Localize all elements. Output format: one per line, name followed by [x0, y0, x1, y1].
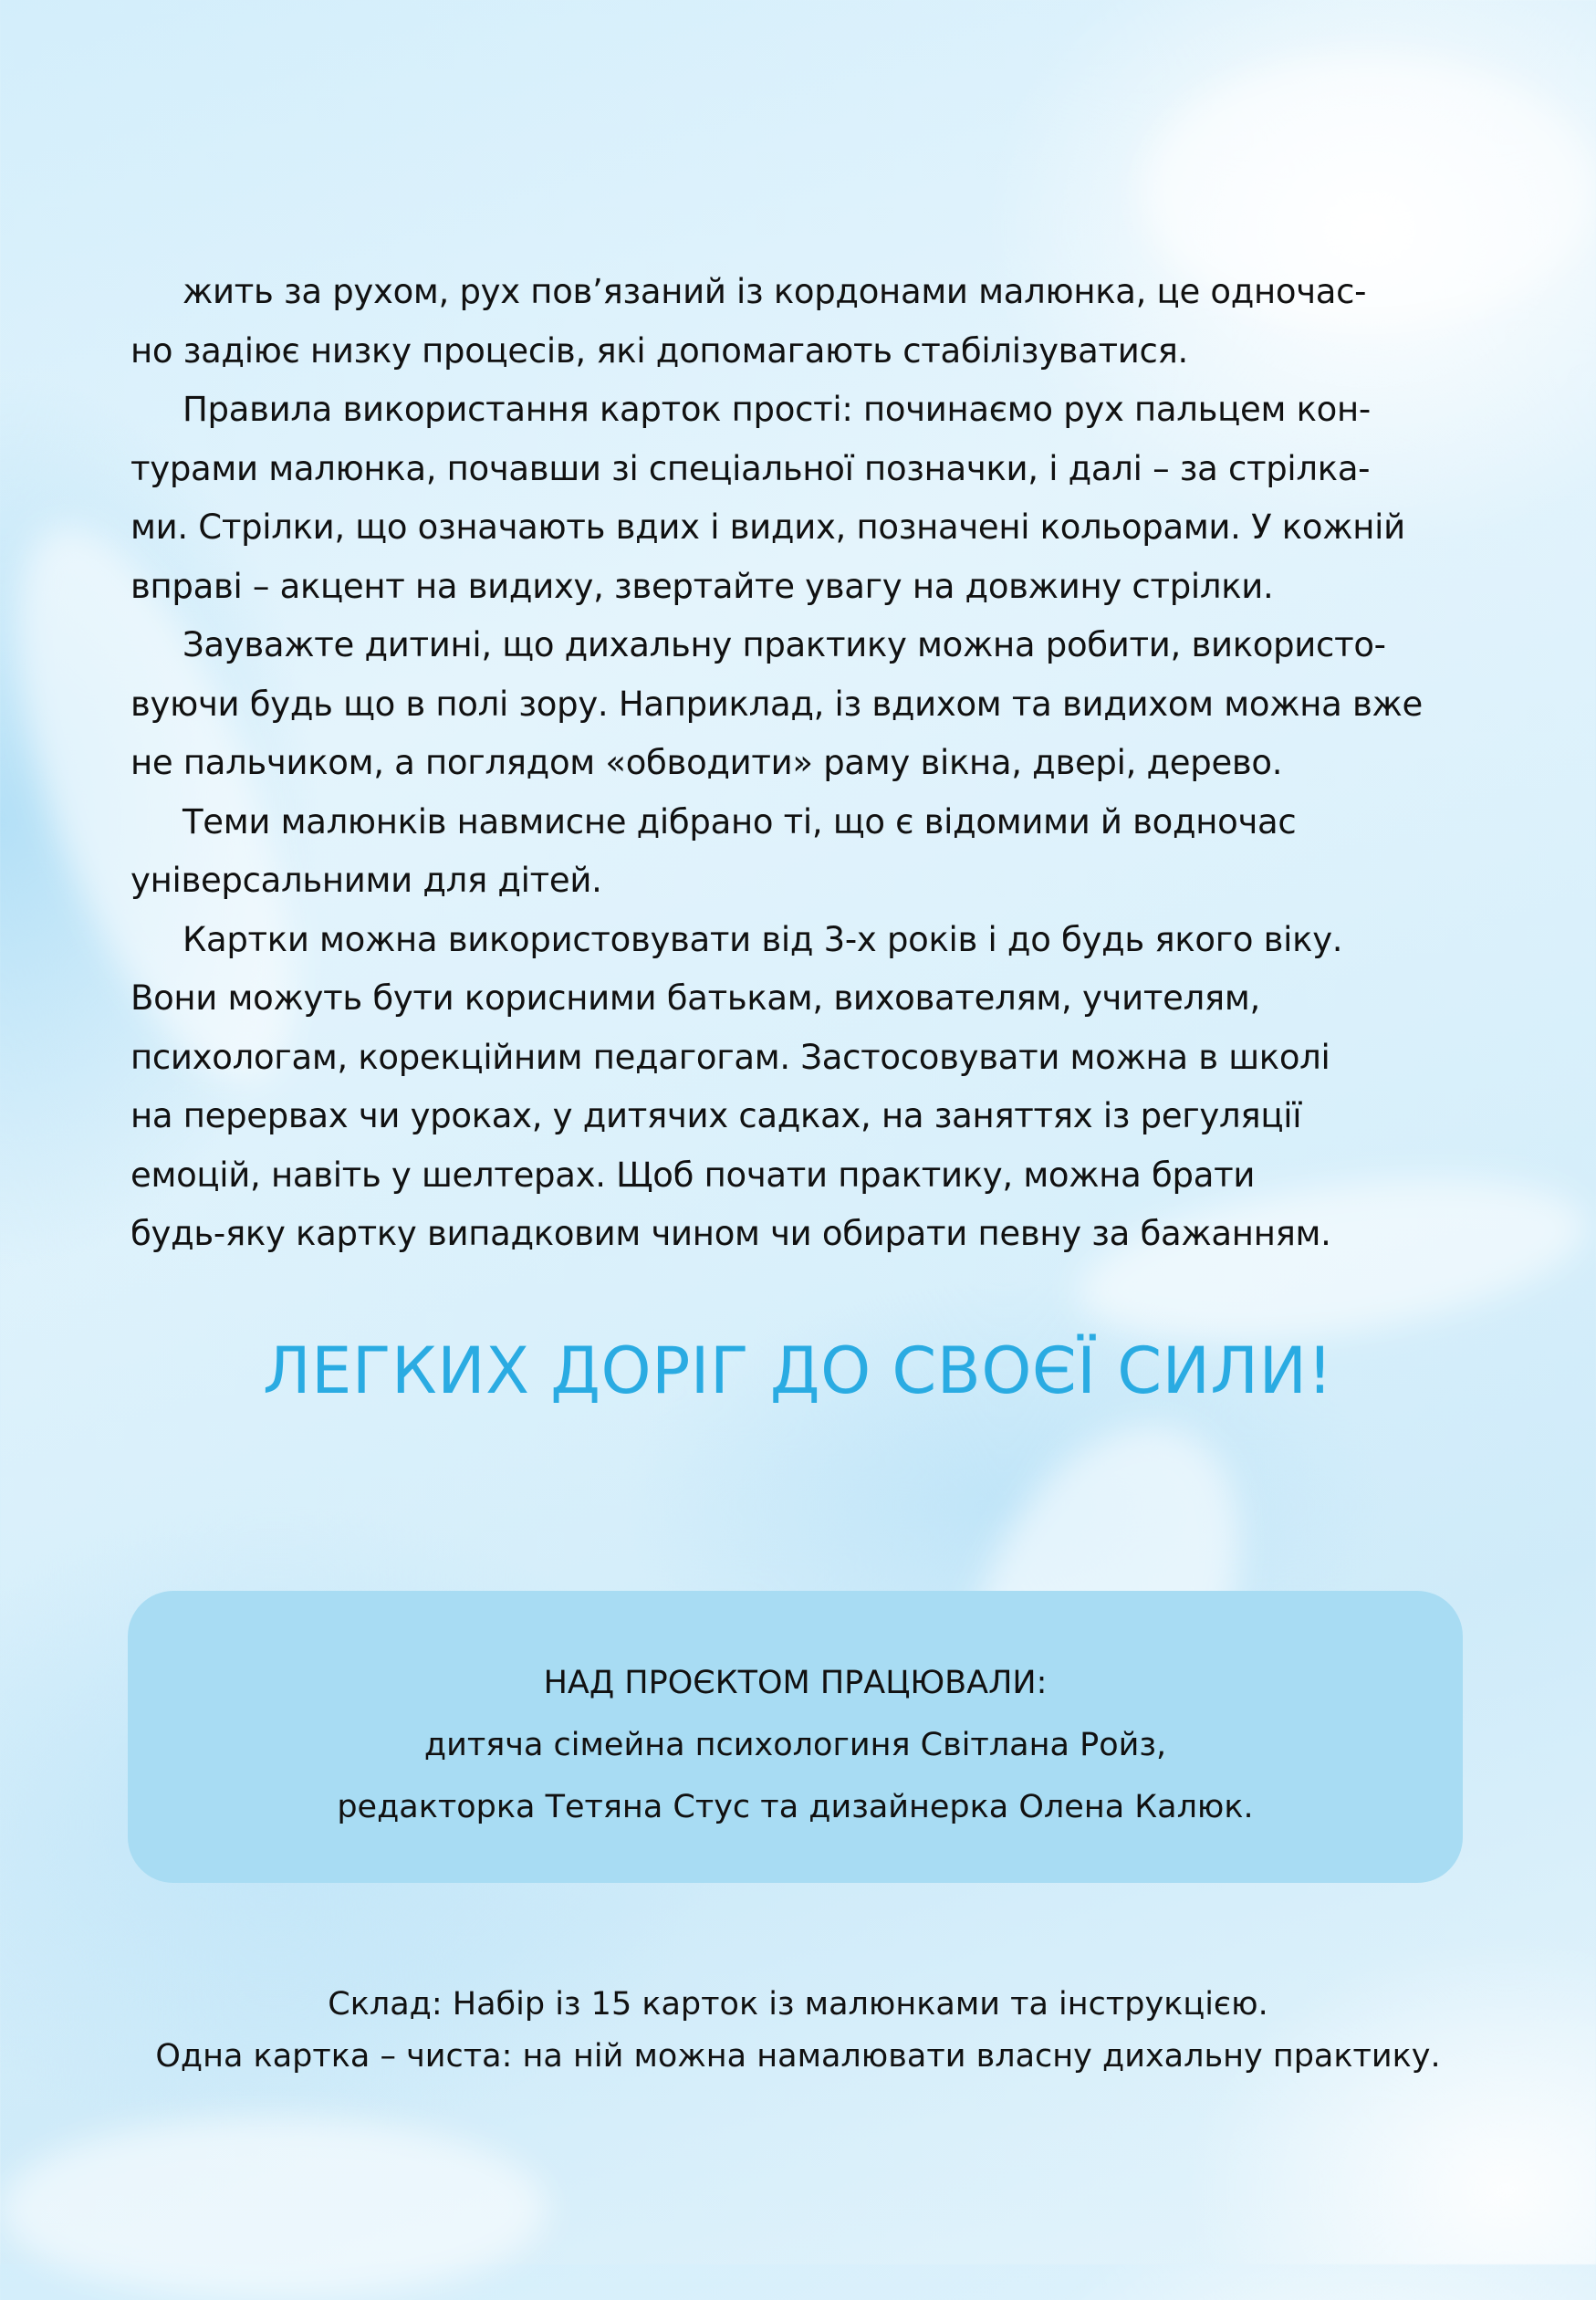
- text-line: психологам, корекційним педагогам. Застосовувати можна в школі: [130, 1037, 1330, 1077]
- text-line: будь-яку картку випадковим чином чи обирати певну за бажанням.: [130, 1214, 1331, 1253]
- paragraph-themes: [130, 793, 1467, 911]
- text-line: Картки можна використовувати від 3-х років і до будь якого віку.: [183, 919, 1343, 959]
- contents-footer: [0, 1979, 1596, 2083]
- paragraph-continuation: [130, 263, 1467, 381]
- text-line: Зауважте дитині, що дихальну практику можна робити, використо-: [183, 625, 1386, 664]
- footer-line: Одна картка – чиста: на ній можна намалювати власну дихальну практику.: [155, 2038, 1441, 2075]
- paragraph-rules: [130, 381, 1467, 616]
- slogan-heading: ЛЕГКИХ ДОРІГ ДО СВОЄЇ СИЛИ!: [262, 1333, 1333, 1408]
- text-line: ми. Стрілки, що означають вдих і видих, позначені кольорами. У кожній: [130, 507, 1405, 547]
- text-line: на перервах чи уроках, у дитячих садках, на заняттях із регуляції: [130, 1096, 1302, 1135]
- text-line: но задіює низку процесів, які допомагають стабілізуватися.: [130, 330, 1189, 371]
- paragraph-practice: [130, 616, 1467, 793]
- credits-title: НАД ПРОЄКТОМ ПРАЦЮВАЛИ:: [543, 1665, 1048, 1701]
- text-line: вправі – акцент на видиху, звертайте увагу на довжину стрілки.: [130, 566, 1274, 606]
- credits-line: редакторка Тетяна Стус та дизайнерка Олена Калюк.: [337, 1789, 1254, 1825]
- text-line: універсальними для дітей.: [130, 861, 602, 900]
- text-line: вуючи будь що в полі зору. Наприклад, із вдихом та видихом можна вже: [130, 684, 1423, 724]
- text-line: турами малюнка, почавши зі спеціальної позначки, і далі – за стрілка-: [130, 448, 1371, 488]
- text-line: Правила використання карток прості: починаємо рух пальцем кон-: [183, 390, 1371, 429]
- credits-line: дитяча сімейна психологиня Світлана Ройз,: [423, 1727, 1167, 1763]
- text-line: не пальчиком, а поглядом «обводити» раму вікна, двері, дерево.: [130, 743, 1283, 782]
- text-line: Вони можуть бути корисними батькам, вихователям, учителям,: [130, 978, 1260, 1018]
- credits-box: [128, 1591, 1463, 1883]
- instructions-text: [130, 263, 1467, 1264]
- background-streak: [0, 2117, 548, 2300]
- text-line: емоцій, навіть у шелтерах. Щоб почати практику, можна брати: [130, 1155, 1256, 1195]
- text-line: жить за рухом, рух пов’язаний із кордонами малюнка, це одночас-: [183, 272, 1367, 311]
- paragraph-audience: [130, 911, 1467, 1264]
- footer-line: Склад: Набір із 15 карток із малюнками та інструкцією.: [328, 1986, 1268, 2023]
- text-line: Теми малюнків навмисне дібрано ті, що є відомими й водночас: [183, 801, 1297, 842]
